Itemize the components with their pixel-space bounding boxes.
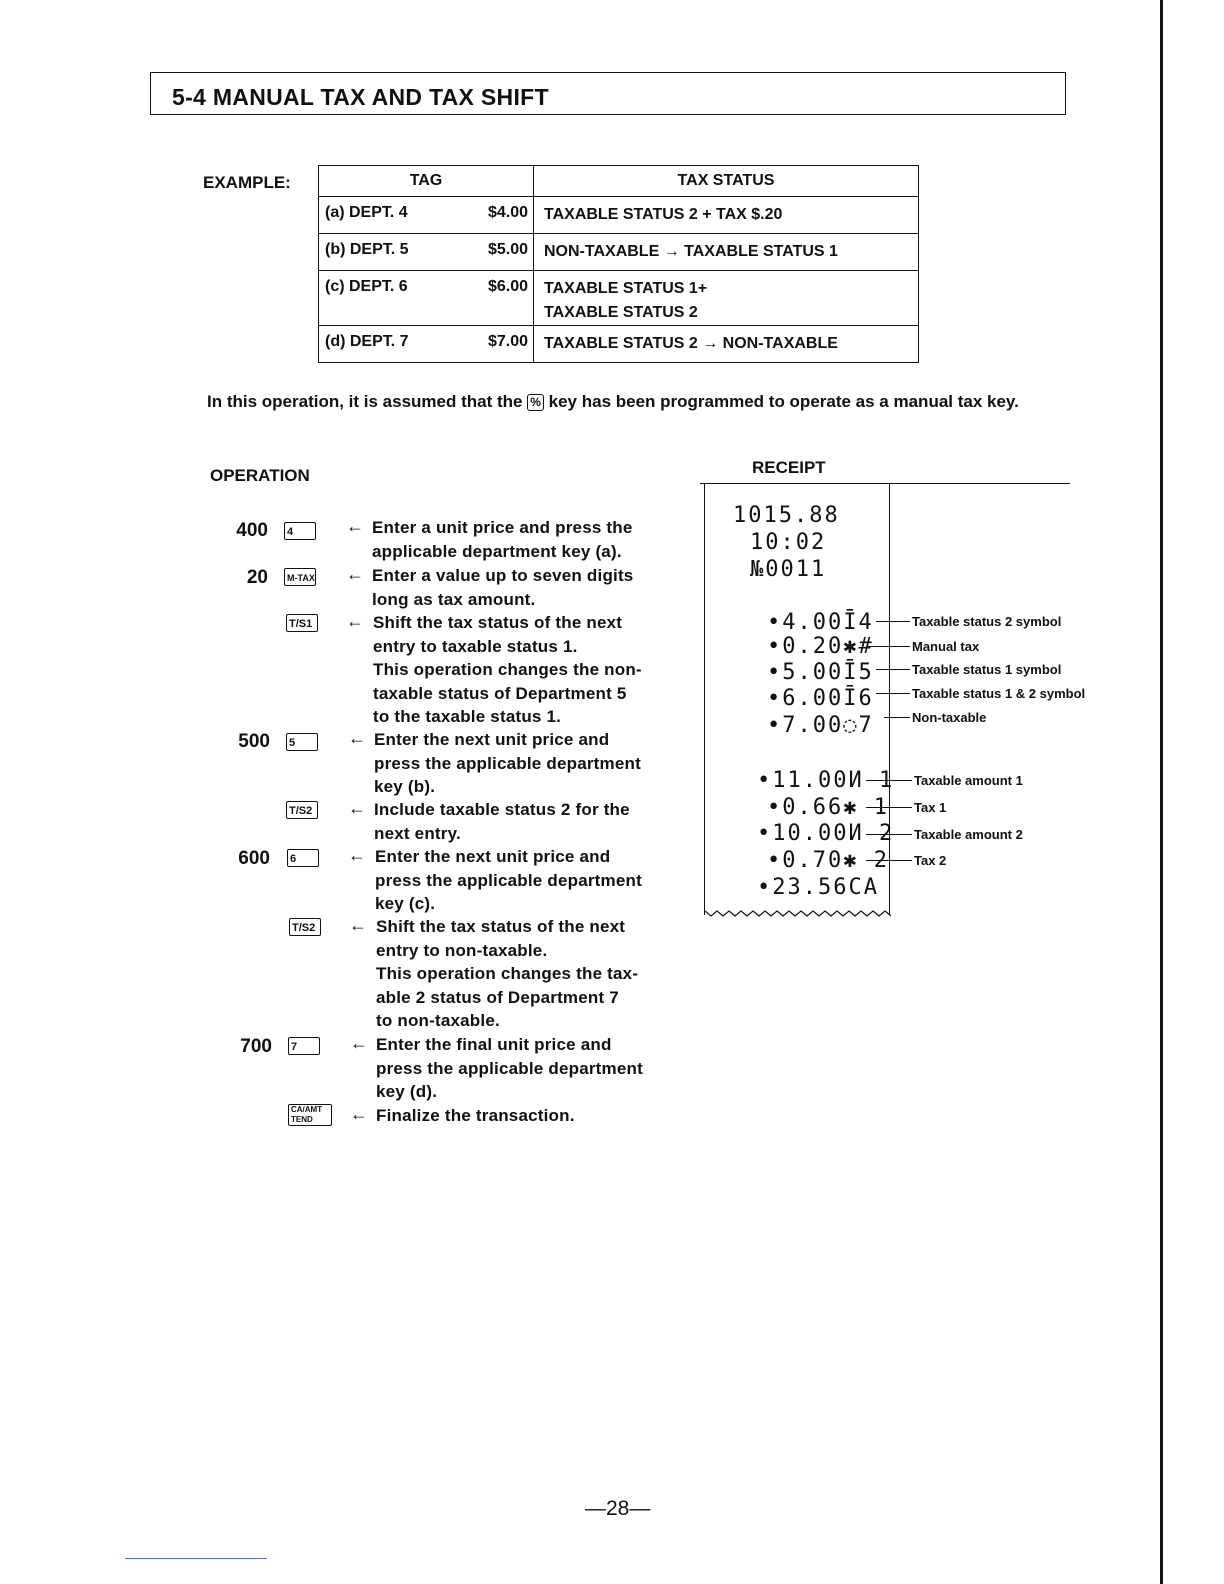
- callout-leader: [866, 860, 912, 861]
- receipt-line: •0.20✱#: [767, 634, 874, 659]
- example-label: EXAMPLE:: [203, 173, 291, 192]
- operation-heading: OPERATION: [210, 466, 310, 485]
- receipt-line: •11.00И 1: [757, 768, 895, 793]
- step-description: Enter a unit price and press the applicable department key (a).: [372, 518, 633, 561]
- step-description: Enter the final unit price and press the applicable department key (d).: [376, 1035, 643, 1101]
- callout-label: Taxable status 1 & 2 symbol: [912, 686, 1086, 701]
- dept-7-key-icon: 7: [288, 1037, 320, 1055]
- receipt-heading: RECEIPT: [752, 458, 826, 477]
- step-description: Enter the next unit price and press the applicable department key (c).: [375, 847, 642, 913]
- section-title: 5-4 MANUAL TAX AND TAX SHIFT: [172, 84, 549, 110]
- receipt-line: •6.00Ī6: [767, 686, 874, 711]
- receipt-line: •10.00И 2: [757, 821, 895, 846]
- receipt-time: 10:02: [750, 530, 827, 555]
- section-header-underline: [150, 114, 1066, 115]
- tax-shift-1-key-icon: T/S1: [286, 614, 318, 632]
- step-number: 20: [246, 567, 268, 588]
- step-number: 700: [240, 1036, 272, 1057]
- callout-leader: [876, 621, 910, 622]
- receipt-line: •0.66✱ 1: [767, 795, 889, 820]
- step-number: 600: [238, 848, 270, 869]
- callout-label: Taxable status 2 symbol: [912, 614, 1062, 629]
- tag-price: $4.00: [487, 204, 528, 221]
- tag-name: (a) DEPT. 4: [325, 204, 408, 221]
- intro-after: key has been programmed to operate as a manual tax key.: [548, 392, 1019, 411]
- tax-status: TAXABLE STATUS 2 + TAX $.20: [544, 206, 783, 223]
- example-table: [318, 165, 919, 363]
- amount-tender-key-icon: CA/AMT TEND: [288, 1104, 332, 1126]
- tax-status: TAXABLE STATUS 1+: [544, 280, 708, 297]
- step-description: Enter a value up to seven digits long as tax amount.: [372, 566, 634, 609]
- callout-label: Taxable amount 2: [914, 827, 1023, 842]
- receipt-line: •4.00Ī4: [767, 610, 874, 635]
- tag-price: $6.00: [487, 278, 528, 295]
- page-number: —28—: [585, 1497, 651, 1520]
- callout-leader: [884, 717, 910, 718]
- step-description: Finalize the transaction.: [376, 1106, 575, 1125]
- arrow-left-icon: ←: [350, 1104, 368, 1124]
- tax-shift-2-key-icon: T/S2: [289, 918, 321, 936]
- table-header-tag: TAG: [319, 166, 534, 197]
- step-number: 400: [236, 520, 268, 541]
- receipt-clerk-number: №0011: [750, 557, 827, 582]
- tax-status: NON-TAXABLE → TAXABLE STATUS 1: [544, 243, 838, 260]
- table-row: [319, 326, 919, 363]
- callout-leader: [876, 669, 910, 670]
- table-header-status: TAX STATUS: [534, 166, 919, 197]
- arrow-left-icon: ←: [350, 1033, 368, 1053]
- receipt-line: •5.00Ī5: [767, 660, 874, 685]
- tag-name: (b) DEPT. 5: [325, 241, 409, 258]
- dept-5-key-icon: 5: [286, 733, 318, 751]
- intro-before: In this operation, it is assumed that the: [207, 392, 523, 411]
- callout-label: Taxable amount 1: [914, 773, 1023, 788]
- step-description: Shift the tax status of the next entry to taxable status 1. This operation changes the non- taxable status of Department 5 to the taxable status 1.: [373, 613, 642, 726]
- tax-shift-2-key-icon: T/S2: [286, 801, 318, 819]
- tax-status: TAXABLE STATUS 2: [544, 304, 698, 321]
- arrow-left-icon: ←: [349, 915, 367, 935]
- receipt-consecutive-number: 1015.88: [733, 503, 840, 528]
- receipt-line: •0.70✱ 2: [767, 848, 889, 873]
- callout-label: Tax 2: [914, 853, 947, 868]
- callout-label: Taxable status 1 symbol: [912, 662, 1062, 677]
- arrow-left-icon: ←: [346, 611, 364, 631]
- callout-leader: [866, 834, 912, 835]
- tag-price: $5.00: [487, 241, 528, 258]
- step-description: Shift the tax status of the next entry to non-taxable. This operation changes the tax- able 2 status of Department 7 to non-taxable.: [376, 917, 639, 1030]
- step-description: Include taxable status 2 for the next entry.: [374, 800, 630, 843]
- callout-label: Manual tax: [912, 639, 980, 654]
- arrow-left-icon: ←: [346, 564, 364, 584]
- page-edge: [1160, 0, 1163, 1584]
- table-row: [319, 271, 919, 326]
- arrow-left-icon: ←: [348, 845, 366, 865]
- step-number: 500: [238, 731, 270, 752]
- dept-4-key-icon: 4: [284, 522, 316, 540]
- receipt-line: •7.00◌7: [767, 713, 874, 738]
- callout-label: Non-taxable: [912, 710, 987, 725]
- callout-label: Tax 1: [914, 800, 947, 815]
- tag-price: $7.00: [487, 333, 528, 350]
- table-row: [319, 234, 919, 271]
- step-description: Enter the next unit price and press the applicable department key (b).: [374, 730, 641, 796]
- arrow-left-icon: ←: [346, 516, 364, 536]
- m-tax-key-icon: M-TAX: [284, 568, 316, 586]
- percent-key-icon: %: [527, 394, 544, 411]
- callout-leader: [866, 646, 910, 647]
- callout-leader: [866, 807, 912, 808]
- callout-leader: [866, 780, 912, 781]
- callout-leader: [876, 693, 910, 694]
- arrow-left-icon: ←: [348, 728, 366, 748]
- dept-6-key-icon: 6: [287, 849, 319, 867]
- receipt-line: •23.56CA: [757, 875, 879, 900]
- tag-name: (c) DEPT. 6: [325, 278, 408, 295]
- intro-paragraph: [207, 388, 1087, 415]
- receipt-tear-edge: [705, 908, 891, 918]
- table-row: [319, 197, 919, 234]
- tag-name: (d) DEPT. 7: [325, 333, 409, 350]
- arrow-left-icon: ←: [348, 798, 366, 818]
- footer-rule: [125, 1558, 267, 1559]
- tax-status: TAXABLE STATUS 2 → NON-TAXABLE: [544, 335, 838, 352]
